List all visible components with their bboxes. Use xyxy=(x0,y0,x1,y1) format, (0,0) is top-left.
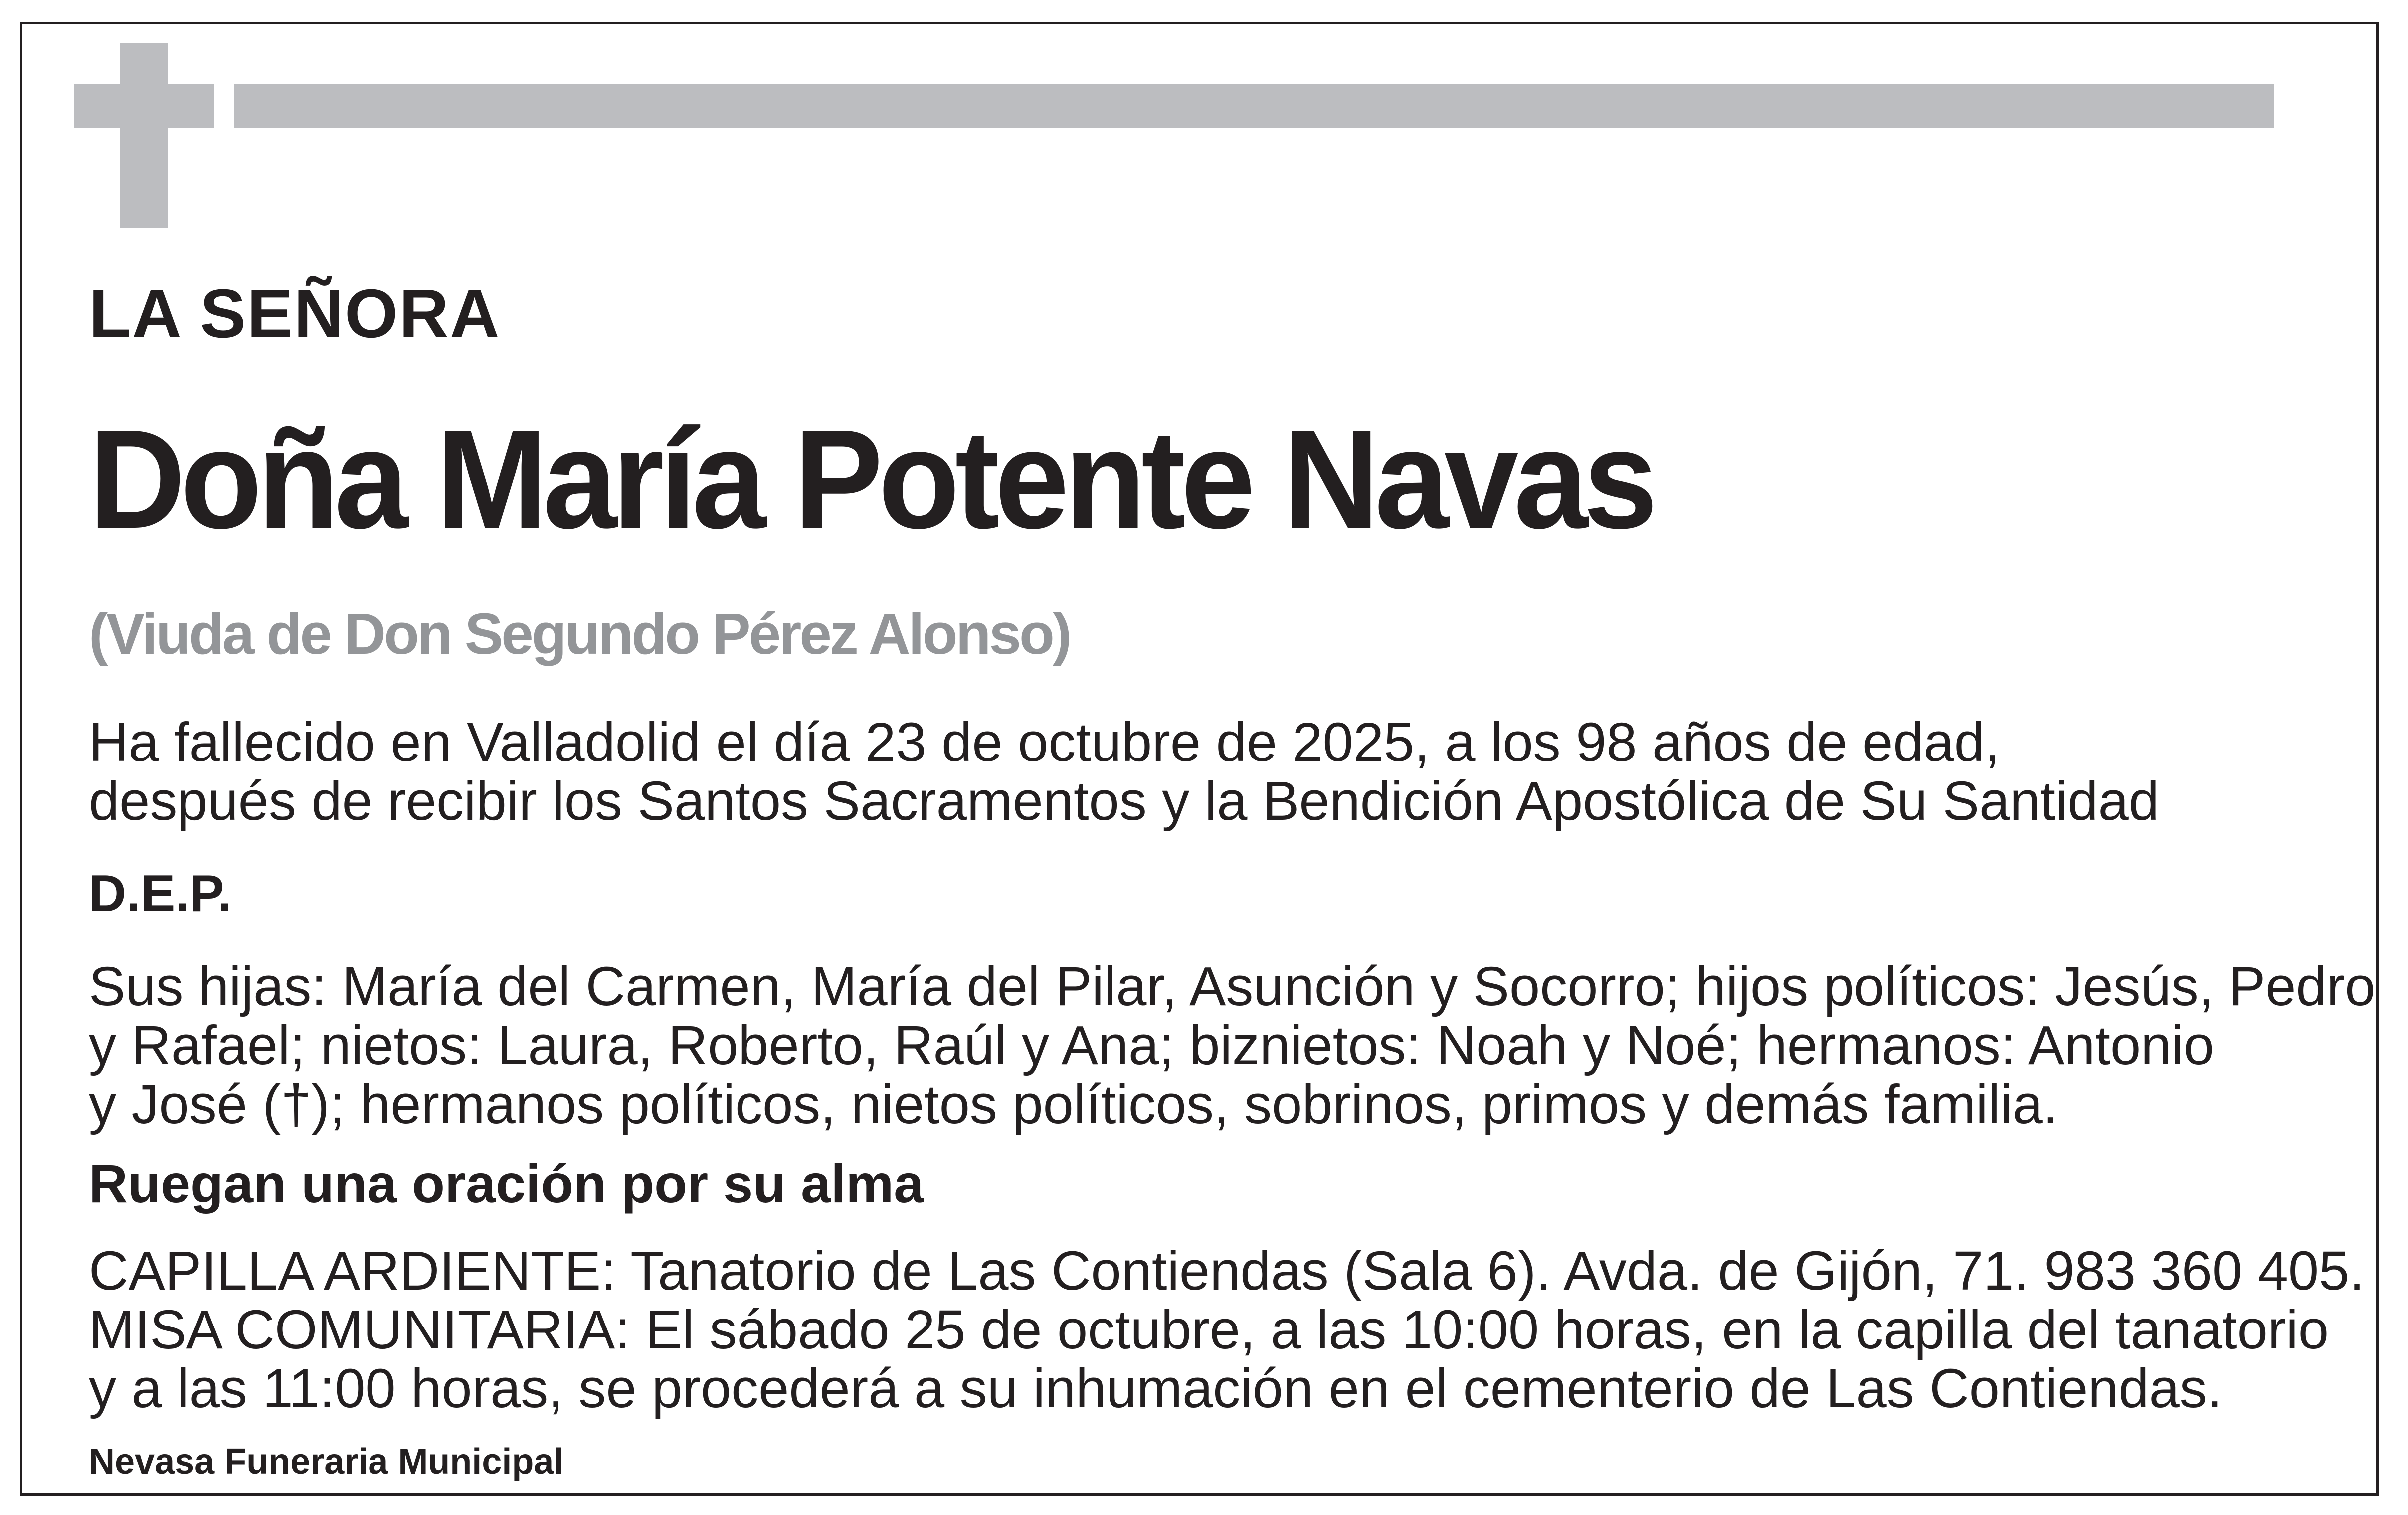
header-rule xyxy=(234,84,2274,128)
service-line: y a las 11:00 horas, se procederá a su inhumación en el cementerio de Las Contiendas. xyxy=(89,1358,2223,1419)
service-details xyxy=(89,1242,2365,1418)
family-line: y José (†); hermanos políticos, nietos políticos, sobrinos, primos y demás familia. xyxy=(89,1074,2058,1135)
prayer-request: Ruegan una oración por su alma xyxy=(89,1153,924,1214)
widow-note: (Viuda de Don Segundo Pérez Alonso) xyxy=(89,601,1070,666)
service-line: CAPILLA ARDIENTE: Tanatorio de Las Contiendas (Sala 6). Avda. de Gijón, 71. 983 360 405. xyxy=(89,1240,2365,1302)
cross-icon xyxy=(120,43,168,228)
death-notice xyxy=(89,713,2159,831)
death-notice-line: Ha fallecido en Valladolid el día 23 de octubre de 2025, a los 98 años de edad, xyxy=(89,712,2000,773)
family-list xyxy=(89,957,2375,1134)
cross-icon-arm xyxy=(74,84,214,128)
honorific: LA SEÑORA xyxy=(89,275,501,352)
service-line: MISA COMUNITARIA: El sábado 25 de octubre, a las 10:00 horas, en la capilla del tanatorio xyxy=(89,1299,2329,1360)
death-notice-line: después de recibir los Santos Sacramentos y la Bendición Apostólica de Su Santidad xyxy=(89,770,2159,832)
funeral-home: Nevasa Funeraria Municipal xyxy=(89,1442,564,1482)
family-line: Sus hijas: María del Carmen, María del Pilar, Asunción y Socorro; hijos políticos: Jesús, Pedro xyxy=(89,956,2376,1017)
family-line: y Rafael; nietos: Laura, Roberto, Raúl y Ana; biznietos: Noah y Noé; hermanos: Antonio xyxy=(89,1015,2214,1076)
rest-in-peace: D.E.P. xyxy=(89,865,232,923)
deceased-name: Doña María Potente Navas xyxy=(89,400,1653,558)
